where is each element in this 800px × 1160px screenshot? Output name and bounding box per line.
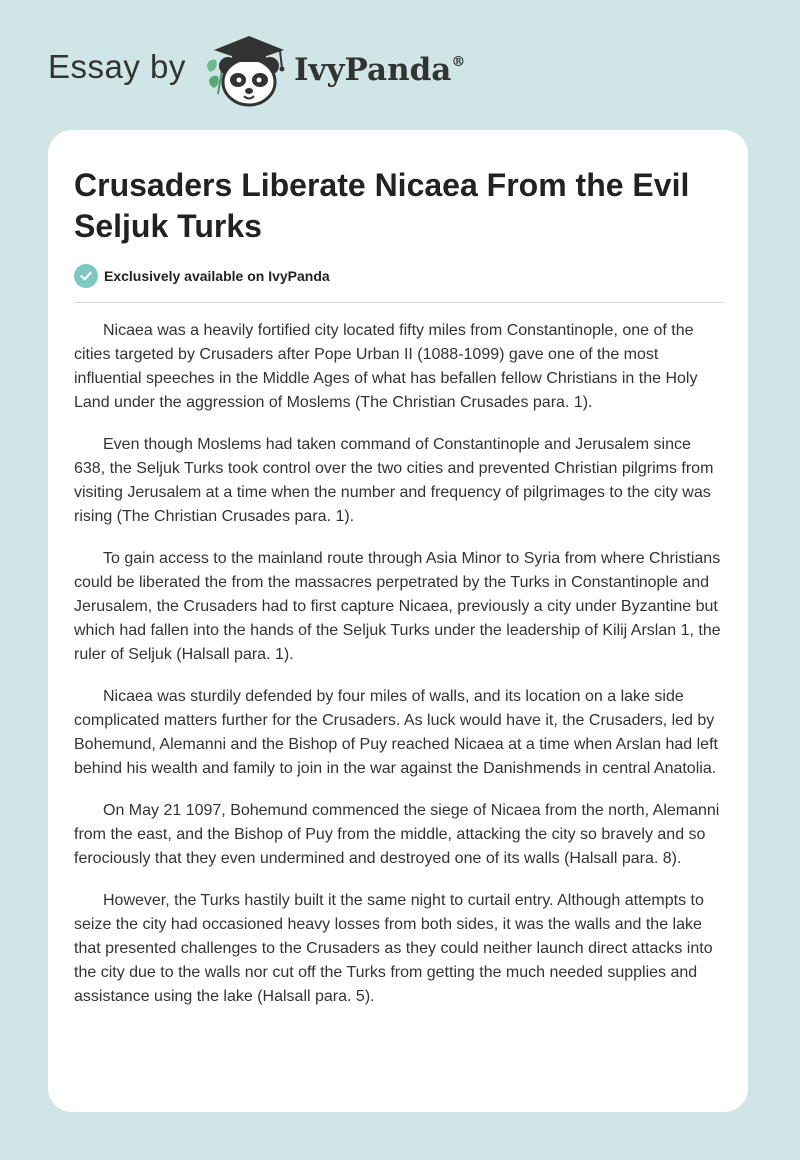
- essay-title: Crusaders Liberate Nicaea From the Evil Seljuk Turks: [74, 167, 690, 244]
- panda-graduation-cap-icon[interactable]: [200, 30, 295, 110]
- paragraph: To gain access to the mainland route through Asia Minor to Syria from where Christians could be liberated the from the massacres perpetrated by the Turks in Constantinople and Jerusalem, the Crusaders had to first capture Nicaea, previously a city under Byzantine but which had fallen into the hands of the Seljuk Turks under the leadership of Kilij Arslan 1, the ruler of Seljuk (Halsall para. 1).: [74, 550, 721, 663]
- divider: [74, 302, 724, 303]
- essay-by-label: Essay by: [48, 48, 186, 85]
- registered-mark: ®: [451, 54, 466, 70]
- paragraph: On May 21 1097, Bohemund commenced the siege of Nicaea from the north, Alemanni from the east, and the Bishop of Puy from the middle, attacking the city so bravely and so ferociously that they even undermined and destroyed one of its walls (Halsall para. 8).: [74, 802, 720, 867]
- brand-name[interactable]: [294, 52, 465, 88]
- paragraph: However, the Turks hastily built it the same night to curtail entry. Although attempts to seize the city had occasioned heavy losses from both sides, it was the walls and the lake that presented challenges to the Crusaders as they could neither launch direct attacks into the city due to the walls nor cut off the Turks from getting the much needed supplies and assistance using the lake (Halsall para. 5).: [74, 892, 713, 1005]
- brand-name-text: IvyPanda: [294, 52, 452, 88]
- essay-card: [48, 130, 748, 1112]
- paragraph: Nicaea was a heavily fortified city located fifty miles from Constantinople, one of the cities targeted by Crusaders after Pope Urban II (1088-1099) gave one of the most influential speeches in the Middle Ages of what has befallen fellow Christians in the Holy Land under the aggression of Moslems (The Christian Crusades para. 1).: [74, 322, 698, 411]
- site-header: [48, 30, 508, 110]
- check-icon: [74, 264, 98, 288]
- exclusive-badge-label: Exclusively available on IvyPanda: [104, 268, 330, 284]
- paragraph: Nicaea was sturdily defended by four miles of walls, and its location on a lake side complicated matters further for the Crusaders. As luck would have it, the Crusaders, led by Bohemund, Alemanni and the Bishop of Puy reached Nicaea at a time when Arslan had left behind his wealth and family to join in the war against the Danishmends in central Anatolia.: [74, 688, 718, 777]
- paragraph: Even though Moslems had taken command of Constantinople and Jerusalem since 638, the Seljuk Turks took control over the two cities and prevented Christian pilgrims from visiting Jerusalem at a time when the number and frequency of pilgrimages to the city was rising (The Christian Crusades para. 1).: [74, 436, 714, 525]
- exclusive-badge: [74, 263, 330, 289]
- essay-body: [74, 319, 724, 1027]
